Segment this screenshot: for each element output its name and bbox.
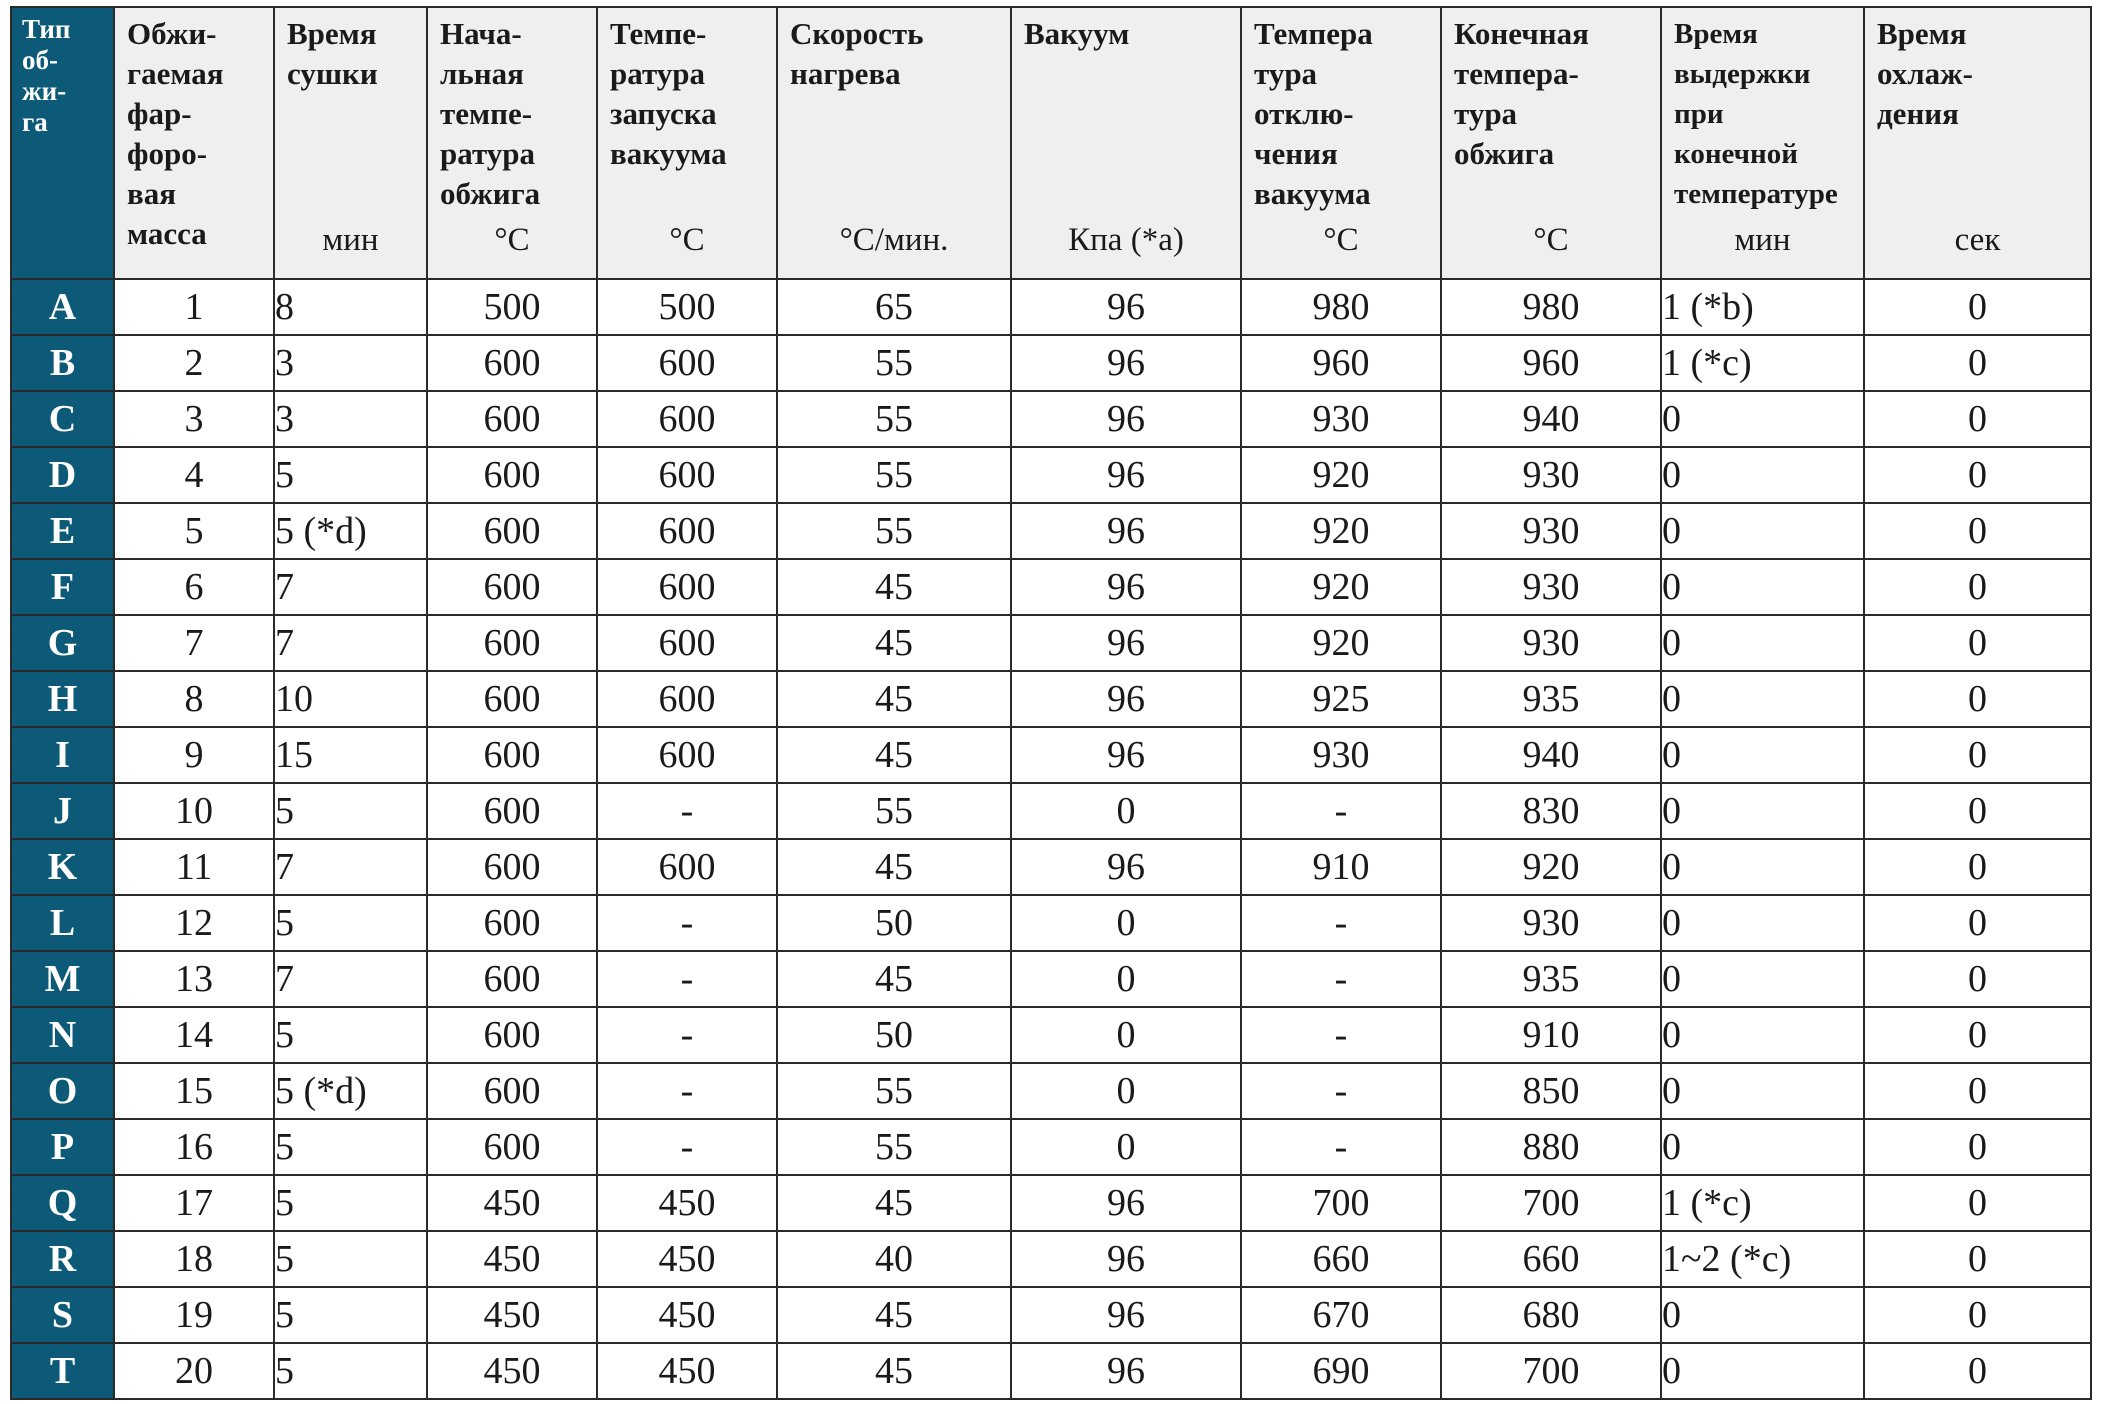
firing-type-cell: R	[11, 1231, 114, 1287]
table-cell: 8	[274, 279, 427, 335]
table-cell: 830	[1441, 783, 1661, 839]
firing-type-cell: F	[11, 559, 114, 615]
table-cell: 450	[597, 1175, 777, 1231]
table-row	[11, 279, 2091, 335]
firing-type-cell: H	[11, 671, 114, 727]
table-cell: 960	[1441, 335, 1661, 391]
table-cell: 96	[1011, 839, 1241, 895]
table-cell: 925	[1241, 671, 1441, 727]
table-cell: 0	[1661, 839, 1864, 895]
table-cell: 0	[1864, 1287, 2091, 1343]
header-vacuum-start-temperature	[597, 7, 777, 279]
table-cell: -	[1241, 1119, 1441, 1175]
table-cell: 0	[1011, 895, 1241, 951]
table-cell: 1~2 (*c)	[1661, 1231, 1864, 1287]
table-cell: -	[597, 1063, 777, 1119]
header-firing-type	[11, 7, 114, 279]
table-cell: 45	[777, 727, 1011, 783]
table-cell: 50	[777, 1007, 1011, 1063]
table-cell: 5	[114, 503, 274, 559]
table-cell: 0	[1011, 1063, 1241, 1119]
header-vacuum-off-temperature	[1241, 7, 1441, 279]
table-cell: 0	[1864, 335, 2091, 391]
table-cell: 0	[1864, 503, 2091, 559]
table-cell: 600	[597, 335, 777, 391]
table-cell: 930	[1241, 391, 1441, 447]
firing-type-cell: T	[11, 1343, 114, 1399]
header-unit: °C	[1533, 222, 1569, 258]
table-cell: 45	[777, 559, 1011, 615]
table-cell: 7	[274, 615, 427, 671]
header-title: Темпера тура отклю- чения вакуума	[1254, 16, 1373, 211]
firing-type-cell: K	[11, 839, 114, 895]
table-cell: 600	[427, 391, 597, 447]
table-cell: 0	[1864, 951, 2091, 1007]
firing-type-cell: A	[11, 279, 114, 335]
header-title: Обжи- гаемая фар- форо- вая масса	[127, 16, 224, 251]
header-heating-rate	[777, 7, 1011, 279]
header-title: Время сушки	[287, 16, 378, 91]
table-cell: 0	[1864, 279, 2091, 335]
header-title: Тип об- жи- га	[22, 14, 71, 137]
table-cell: 0	[1661, 1287, 1864, 1343]
table-cell: 980	[1241, 279, 1441, 335]
table-cell: 0	[1864, 391, 2091, 447]
table-cell: 0	[1864, 727, 2091, 783]
table-cell: 1 (*c)	[1661, 335, 1864, 391]
header-title: Вакуум	[1024, 16, 1130, 51]
table-cell: 0	[1011, 951, 1241, 1007]
table-header	[11, 7, 2091, 279]
header-unit: сек	[1954, 222, 2001, 258]
firing-type-cell: N	[11, 1007, 114, 1063]
table-cell: 5	[274, 1175, 427, 1231]
table-cell: 7	[274, 559, 427, 615]
table-cell: 7	[274, 839, 427, 895]
table-row	[11, 1231, 2091, 1287]
table-cell: 2	[114, 335, 274, 391]
table-cell: 96	[1011, 1231, 1241, 1287]
table-cell: 65	[777, 279, 1011, 335]
table-cell: 600	[427, 447, 597, 503]
table-cell: 0	[1011, 1007, 1241, 1063]
header-title: Время охлаж- дения	[1877, 16, 1973, 131]
table-row	[11, 447, 2091, 503]
header-start-temperature	[427, 7, 597, 279]
header-unit: °C	[1323, 222, 1359, 258]
table-cell: 600	[427, 951, 597, 1007]
table-row	[11, 671, 2091, 727]
table-cell: 930	[1441, 895, 1661, 951]
table-cell: 96	[1011, 559, 1241, 615]
table-cell: 600	[597, 391, 777, 447]
table-cell: 9	[114, 727, 274, 783]
table-cell: 45	[777, 839, 1011, 895]
table-cell: 0	[1661, 615, 1864, 671]
table-cell: 600	[427, 839, 597, 895]
table-cell: 0	[1661, 1119, 1864, 1175]
table-cell: -	[597, 895, 777, 951]
table-cell: 930	[1441, 559, 1661, 615]
table-cell: 600	[427, 895, 597, 951]
table-cell: 450	[597, 1287, 777, 1343]
table-cell: 600	[427, 559, 597, 615]
table-cell: 600	[597, 447, 777, 503]
table-cell: 5	[274, 783, 427, 839]
table-cell: 600	[427, 1119, 597, 1175]
table-cell: 930	[1441, 447, 1661, 503]
table-cell: -	[1241, 783, 1441, 839]
header-title: Скорость нагрева	[790, 16, 924, 91]
firing-type-cell: C	[11, 391, 114, 447]
table-cell: 935	[1441, 671, 1661, 727]
table-cell: 19	[114, 1287, 274, 1343]
table-cell: 5 (*d)	[274, 503, 427, 559]
table-cell: 0	[1864, 447, 2091, 503]
header-hold-time	[1661, 7, 1864, 279]
table-cell: 680	[1441, 1287, 1661, 1343]
table-cell: 55	[777, 391, 1011, 447]
table-cell: 14	[114, 1007, 274, 1063]
table-cell: 600	[427, 783, 597, 839]
table-cell: 910	[1241, 839, 1441, 895]
table-cell: 45	[777, 1343, 1011, 1399]
firing-type-cell: E	[11, 503, 114, 559]
table-cell: 0	[1661, 1063, 1864, 1119]
table-cell: -	[597, 951, 777, 1007]
firing-type-cell: D	[11, 447, 114, 503]
header-title: Темпе- ратура запуска вакуума	[610, 16, 727, 171]
table-cell: 880	[1441, 1119, 1661, 1175]
table-cell: 1 (*b)	[1661, 279, 1864, 335]
table-cell: 6	[114, 559, 274, 615]
table-cell: 15	[114, 1063, 274, 1119]
firing-type-cell: O	[11, 1063, 114, 1119]
table-cell: 0	[1661, 447, 1864, 503]
table-cell: 96	[1011, 279, 1241, 335]
table-cell: 40	[777, 1231, 1011, 1287]
table-cell: 5	[274, 1343, 427, 1399]
table-cell: 1	[114, 279, 274, 335]
table-cell: 7	[114, 615, 274, 671]
table-cell: 3	[274, 335, 427, 391]
table-cell: 700	[1441, 1343, 1661, 1399]
table-row	[11, 895, 2091, 951]
table-row	[11, 727, 2091, 783]
table-cell: 11	[114, 839, 274, 895]
table-cell: 450	[427, 1287, 597, 1343]
table-cell: 0	[1864, 671, 2091, 727]
table-cell: 670	[1241, 1287, 1441, 1343]
table-cell: 0	[1011, 1119, 1241, 1175]
table-cell: 980	[1441, 279, 1661, 335]
table-cell: 0	[1661, 559, 1864, 615]
table-cell: 96	[1011, 1343, 1241, 1399]
table-cell: 96	[1011, 503, 1241, 559]
table-cell: 18	[114, 1231, 274, 1287]
firing-type-cell: I	[11, 727, 114, 783]
table-cell: 600	[427, 671, 597, 727]
table-cell: 930	[1441, 615, 1661, 671]
table-cell: 0	[1864, 895, 2091, 951]
table-cell: 45	[777, 1287, 1011, 1343]
table-cell: 96	[1011, 1175, 1241, 1231]
table-cell: -	[1241, 951, 1441, 1007]
table-row	[11, 559, 2091, 615]
header-title: Время выдержки при конечной температуре	[1674, 18, 1838, 210]
header-vacuum	[1011, 7, 1241, 279]
header-unit: мин	[1734, 222, 1791, 258]
table-cell: 13	[114, 951, 274, 1007]
table-cell: 8	[114, 671, 274, 727]
table-cell: 45	[777, 615, 1011, 671]
table-row	[11, 783, 2091, 839]
table-cell: 940	[1441, 391, 1661, 447]
header-final-temperature	[1441, 7, 1661, 279]
table-cell: 450	[427, 1231, 597, 1287]
header-title: Конечная темпера- тура обжига	[1454, 16, 1589, 171]
table-cell: 3	[114, 391, 274, 447]
header-unit: Кпа (*a)	[1068, 222, 1184, 258]
table-cell: 1 (*c)	[1661, 1175, 1864, 1231]
table-cell: 0	[1661, 895, 1864, 951]
table-cell: 55	[777, 335, 1011, 391]
table-row	[11, 839, 2091, 895]
table-cell: 660	[1441, 1231, 1661, 1287]
table-cell: 910	[1441, 1007, 1661, 1063]
table-cell: 50	[777, 895, 1011, 951]
table-cell: -	[597, 783, 777, 839]
table-cell: 45	[777, 671, 1011, 727]
table-cell: 5	[274, 1119, 427, 1175]
table-cell: 0	[1661, 391, 1864, 447]
table-cell: 600	[427, 503, 597, 559]
table-cell: 55	[777, 1119, 1011, 1175]
table-cell: 16	[114, 1119, 274, 1175]
header-title: Нача- льная темпе- ратура обжига	[440, 16, 541, 211]
table-cell: 5	[274, 895, 427, 951]
table-cell: 96	[1011, 335, 1241, 391]
table-cell: 930	[1441, 503, 1661, 559]
table-cell: 600	[427, 615, 597, 671]
table-cell: 0	[1864, 1175, 2091, 1231]
table-cell: 10	[274, 671, 427, 727]
table-cell: 96	[1011, 447, 1241, 503]
table-cell: 0	[1864, 615, 2091, 671]
table-cell: 690	[1241, 1343, 1441, 1399]
firing-type-cell: B	[11, 335, 114, 391]
table-cell: 0	[1864, 783, 2091, 839]
table-cell: 920	[1241, 559, 1441, 615]
table-cell: 930	[1241, 727, 1441, 783]
table-cell: 0	[1661, 671, 1864, 727]
table-cell: 5	[274, 1231, 427, 1287]
table-cell: 17	[114, 1175, 274, 1231]
table-cell: 450	[597, 1231, 777, 1287]
table-row	[11, 1287, 2091, 1343]
table-cell: 0	[1661, 1007, 1864, 1063]
table-cell: 600	[427, 727, 597, 783]
table-cell: 450	[427, 1343, 597, 1399]
table-cell: -	[1241, 1007, 1441, 1063]
firing-type-cell: G	[11, 615, 114, 671]
header-unit: °С/мин.	[839, 222, 949, 258]
firing-type-cell: M	[11, 951, 114, 1007]
table-cell: -	[597, 1119, 777, 1175]
firing-type-cell: P	[11, 1119, 114, 1175]
table-body	[11, 279, 2091, 1399]
table-cell: 920	[1241, 447, 1441, 503]
table-cell: 45	[777, 1175, 1011, 1231]
table-cell: 935	[1441, 951, 1661, 1007]
table-cell: 500	[597, 279, 777, 335]
table-cell: 96	[1011, 727, 1241, 783]
table-cell: 0	[1661, 783, 1864, 839]
table-cell: 600	[597, 615, 777, 671]
table-cell: 10	[114, 783, 274, 839]
table-cell: 0	[1864, 1063, 2091, 1119]
table-row	[11, 1007, 2091, 1063]
table-cell: 96	[1011, 615, 1241, 671]
table-cell: 0	[1864, 1007, 2091, 1063]
header-unit: мин	[322, 222, 379, 258]
table-cell: 7	[274, 951, 427, 1007]
table-cell: 850	[1441, 1063, 1661, 1119]
table-row	[11, 951, 2091, 1007]
table-cell: 3	[274, 391, 427, 447]
table-cell: 0	[1661, 503, 1864, 559]
table-cell: 600	[427, 1007, 597, 1063]
table-cell: 96	[1011, 671, 1241, 727]
table-cell: 0	[1661, 951, 1864, 1007]
table-row	[11, 335, 2091, 391]
table-cell: -	[1241, 895, 1441, 951]
firing-program-table	[10, 6, 2092, 1400]
table-cell: 920	[1241, 503, 1441, 559]
table-cell: 0	[1661, 1343, 1864, 1399]
table-cell: 45	[777, 951, 1011, 1007]
table-cell: 0	[1864, 839, 2091, 895]
table-cell: 600	[597, 839, 777, 895]
table-cell: 20	[114, 1343, 274, 1399]
table-cell: 55	[777, 447, 1011, 503]
table-cell: 660	[1241, 1231, 1441, 1287]
table-cell: 96	[1011, 391, 1241, 447]
table-cell: -	[597, 1007, 777, 1063]
table-cell: 450	[597, 1343, 777, 1399]
firing-type-cell: J	[11, 783, 114, 839]
table-cell: 12	[114, 895, 274, 951]
table-cell: 0	[1864, 1231, 2091, 1287]
table-cell: 0	[1011, 783, 1241, 839]
table-cell: 920	[1241, 615, 1441, 671]
table-cell: 920	[1441, 839, 1661, 895]
table-cell: 600	[427, 1063, 597, 1119]
table-cell: 55	[777, 503, 1011, 559]
table-cell: 960	[1241, 335, 1441, 391]
table-cell: 600	[427, 335, 597, 391]
header-drying-time	[274, 7, 427, 279]
table-row	[11, 503, 2091, 559]
header-unit: °C	[494, 222, 530, 258]
table-row	[11, 1063, 2091, 1119]
table-cell: 5	[274, 447, 427, 503]
table-cell: 450	[427, 1175, 597, 1231]
firing-type-cell: Q	[11, 1175, 114, 1231]
table-cell: 700	[1241, 1175, 1441, 1231]
table-cell: 5	[274, 1007, 427, 1063]
table-cell: 0	[1864, 1343, 2091, 1399]
table-cell: 600	[597, 559, 777, 615]
table-cell: 5 (*d)	[274, 1063, 427, 1119]
table-row	[11, 1343, 2091, 1399]
header-porcelain-mass	[114, 7, 274, 279]
table-cell: 96	[1011, 1287, 1241, 1343]
table-cell: 0	[1864, 1119, 2091, 1175]
firing-type-cell: L	[11, 895, 114, 951]
table-cell: 0	[1864, 559, 2091, 615]
table-cell: 5	[274, 1287, 427, 1343]
table-cell: 940	[1441, 727, 1661, 783]
table-cell: 700	[1441, 1175, 1661, 1231]
table-row	[11, 1119, 2091, 1175]
table-cell: 55	[777, 1063, 1011, 1119]
table-cell: 4	[114, 447, 274, 503]
table-cell: 600	[597, 671, 777, 727]
table-row	[11, 391, 2091, 447]
table-row	[11, 615, 2091, 671]
header-unit: °C	[669, 222, 705, 258]
table-cell: 600	[597, 727, 777, 783]
table-cell: 55	[777, 783, 1011, 839]
firing-type-cell: S	[11, 1287, 114, 1343]
table-cell: 0	[1661, 727, 1864, 783]
table-cell: 15	[274, 727, 427, 783]
table-row	[11, 1175, 2091, 1231]
table-cell: 500	[427, 279, 597, 335]
table-cell: 600	[597, 503, 777, 559]
table-cell: -	[1241, 1063, 1441, 1119]
header-cooling-time	[1864, 7, 2091, 279]
